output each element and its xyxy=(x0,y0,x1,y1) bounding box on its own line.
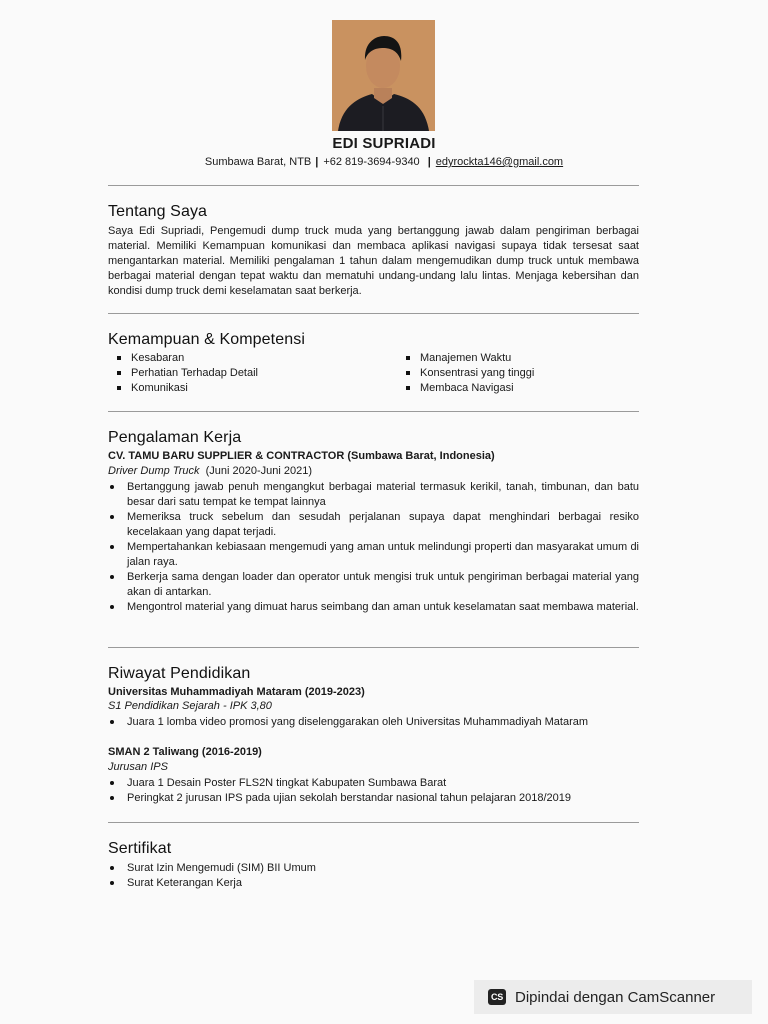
separator: | xyxy=(315,156,319,168)
bullet-icon xyxy=(110,515,114,519)
section-title-skills: Kemampuan & Kompetensi xyxy=(108,331,305,348)
achievement-item: Juara 1 Desain Poster FLS2N tingkat Kabupaten Sumbawa Barat xyxy=(108,776,639,791)
bullet-icon xyxy=(110,485,114,489)
square-bullet-icon xyxy=(406,386,410,390)
skills-list-right xyxy=(406,351,534,396)
candidate-name: EDI SUPRIADI xyxy=(332,135,436,152)
duty-item: Mempertahankan kebiasaan mengemudi yang aman untuk melindungi properti dan masyarakat umum di jalan raya. xyxy=(108,540,639,570)
duty-item: Memeriksa truck sebelum dan sesudah perjalanan supaya dapat menghindari berbagai resiko kecelakaan yang dapat terjadi. xyxy=(108,510,639,540)
achievement-list xyxy=(108,776,639,806)
bullet-icon xyxy=(110,605,114,609)
job-period: (Juni 2020-Juni 2021) xyxy=(205,465,313,477)
duties-list xyxy=(108,480,639,615)
separator: | xyxy=(427,156,431,168)
divider xyxy=(108,185,639,186)
section-title-certificates: Sertifikat xyxy=(108,840,172,857)
profile-photo xyxy=(332,20,435,131)
watermark-text: Dipindai dengan CamScanner xyxy=(515,988,716,1006)
phone: +62 819-3694-9340 xyxy=(323,156,420,168)
certificate-item: Surat Keterangan Kerja xyxy=(108,876,639,891)
square-bullet-icon xyxy=(117,371,121,375)
school-name: Universitas Muhammadiyah Mataram (2019-2023) xyxy=(108,686,365,698)
camscanner-logo-icon: CS xyxy=(488,989,506,1005)
bullet-icon xyxy=(110,796,114,800)
email-link[interactable]: edyrockta146@gmail.com xyxy=(435,156,564,168)
about-text: Saya Edi Supriadi, Pengemudi dump truck muda yang bertanggung jawab dalam pengiriman berbagai material. Memiliki Kemampuan komunikasi dan membaca aplikasi navigasi supaya tidak tersesat saat mengantarkan material. Memiliki pengalaman 1 tahun dalam mengemudikan dump truck untuk membawa berbagai material dengan tepat waktu dan mematuhi undang-undang lalu lintas. Menjaga kebersihan dan kondisi dump truck demi keselamatan saat berkerja. xyxy=(108,225,639,297)
bullet-icon xyxy=(110,881,114,885)
divider xyxy=(108,822,639,823)
achievement-item: Peringkat 2 jurusan IPS pada ujian sekolah berstandar nasional tahun pelajaran 2018/2019 xyxy=(108,791,639,806)
achievement-item: Juara 1 lomba video promosi yang diselenggarakan oleh Universitas Muhammadiyah Mataram xyxy=(108,715,639,730)
square-bullet-icon xyxy=(406,371,410,375)
divider xyxy=(108,647,639,648)
school-detail: Jurusan IPS xyxy=(108,761,168,773)
section-title-about: Tentang Saya xyxy=(108,203,208,220)
skill-item: Kesabaran xyxy=(117,351,258,366)
bullet-icon xyxy=(110,545,114,549)
bullet-icon xyxy=(110,781,114,785)
bullet-icon xyxy=(110,720,114,724)
skills-list-left xyxy=(117,351,258,396)
square-bullet-icon xyxy=(406,356,410,360)
divider xyxy=(108,313,639,314)
achievement-list xyxy=(108,715,639,730)
company-name: CV. TAMU BARU SUPPLIER & CONTRACTOR (Sumbawa Barat, Indonesia) xyxy=(108,450,495,462)
location: Sumbawa Barat, NTB xyxy=(204,156,312,168)
duty-item: Bertanggung jawab penuh mengangkut berbagai material termasuk kerikil, tanah, timbunan, dan batu besar dari satu tempat ke tempat lainnya xyxy=(108,480,639,510)
skill-item: Konsentrasi yang tinggi xyxy=(406,366,534,381)
skill-item: Membaca Navigasi xyxy=(406,381,534,396)
section-title-education: Riwayat Pendidikan xyxy=(108,665,251,682)
skill-item: Komunikasi xyxy=(117,381,258,396)
duty-item: Mengontrol material yang dimuat harus seimbang dan aman untuk keselamatan saat membawa material. xyxy=(108,600,639,615)
square-bullet-icon xyxy=(117,356,121,360)
job-role: Driver Dump Truck xyxy=(108,465,200,477)
bullet-icon xyxy=(110,866,114,870)
contact-line xyxy=(0,156,768,168)
skill-item: Perhatian Terhadap Detail xyxy=(117,366,258,381)
camscanner-watermark xyxy=(474,980,752,1014)
school-name: SMAN 2 Taliwang (2016-2019) xyxy=(108,746,262,758)
school-detail: S1 Pendidikan Sejarah - IPK 3,80 xyxy=(108,700,272,712)
job-role-line xyxy=(108,465,312,477)
duty-item: Berkerja sama dengan loader dan operator untuk mengisi truk untuk pengiriman berbagai material yang akan di antarkan. xyxy=(108,570,639,600)
divider xyxy=(108,411,639,412)
certificate-item: Surat Izin Mengemudi (SIM) BII Umum xyxy=(108,861,639,876)
certificate-list xyxy=(108,861,639,891)
section-title-experience: Pengalaman Kerja xyxy=(108,429,242,446)
square-bullet-icon xyxy=(117,386,121,390)
skill-item: Manajemen Waktu xyxy=(406,351,534,366)
bullet-icon xyxy=(110,575,114,579)
